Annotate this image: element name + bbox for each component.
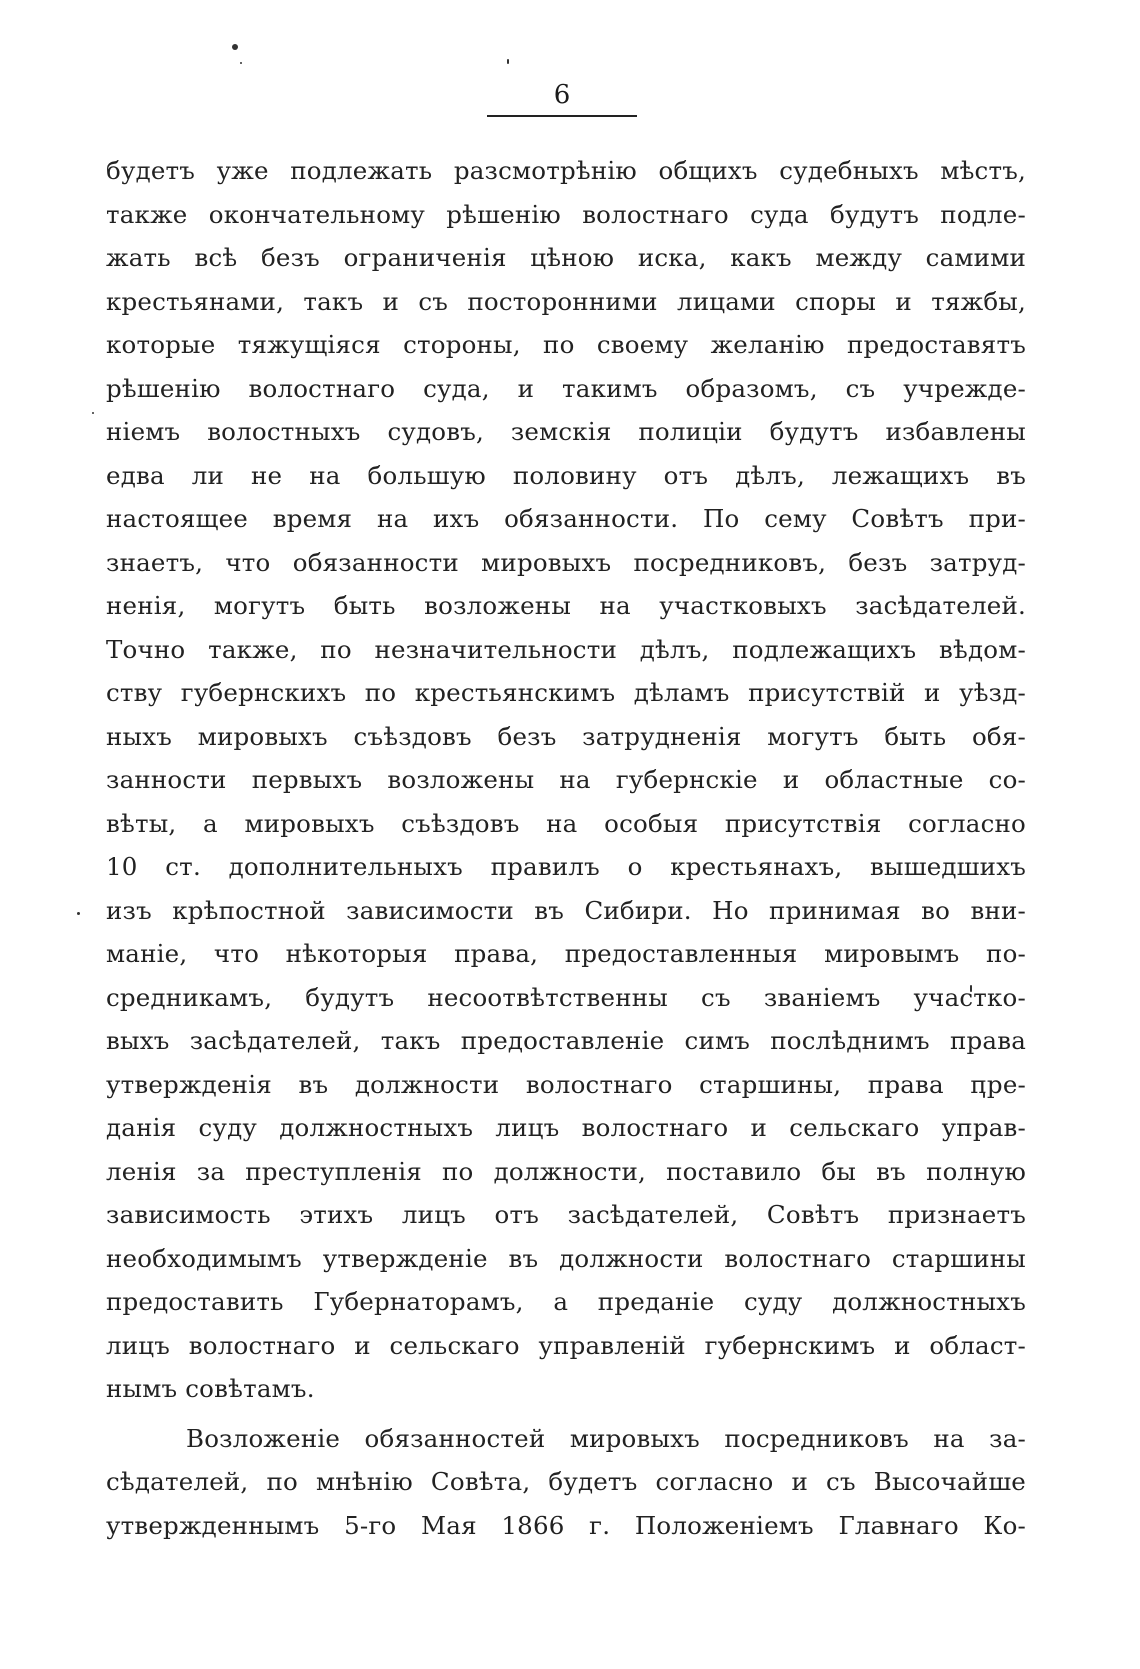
- text-line: 10 ст. дополнительныхъ правилъ о крестьянахъ, вышедшихъ: [106, 852, 1026, 881]
- text-line: Возложеніе обязанностей мировыхъ посредниковъ на за-: [186, 1423, 1026, 1453]
- text-line: крестьянами, такъ и съ посторонними лицами споры и тяжбы,: [106, 286, 1026, 316]
- header-rule: [487, 115, 637, 117]
- text-line: едва ли не на большую половину отъ дѣлъ, лежащихъ въ: [106, 460, 1026, 490]
- text-line: данія суду должностныхъ лицъ волостнаго и сельскаго управ-: [106, 1113, 1026, 1142]
- text-line: утвержденнымъ 5-го Мая 1866 г. Положеніемъ Главнаго Ко-: [106, 1510, 1026, 1540]
- text-line: сѣдателей, по мнѣнію Совѣта, будетъ согласно и съ Высочайше: [106, 1467, 1026, 1496]
- text-line: предоставить Губернаторамъ, а преданіе суду должностныхъ: [106, 1287, 1026, 1316]
- body-text: [106, 149, 1026, 1547]
- text-line: ленія за преступленія по должности, поставило бы въ полную: [106, 1156, 1026, 1186]
- text-line: нымъ совѣтамъ.: [106, 1374, 315, 1403]
- text-line: лицъ волостнаго и сельскаго управленій губернскимъ и област-: [106, 1330, 1026, 1360]
- text-line: жать всѣ безъ ограниченія цѣною иска, какъ между самими: [106, 243, 1026, 272]
- ink-speck: [507, 59, 509, 64]
- text-line: ненія, могутъ быть возложены на участковыхъ засѣдателей.: [106, 591, 1026, 620]
- ink-speck: [240, 62, 242, 64]
- text-line: настоящее время на ихъ обязанности. По сему Совѣтъ при-: [106, 504, 1026, 533]
- text-line: ству губернскихъ по крестьянскимъ дѣламъ присутствій и уѣзд-: [106, 678, 1026, 707]
- text-line: также окончательному рѣшенію волостнаго суда будутъ подле-: [106, 199, 1026, 229]
- paragraph-2: [106, 1417, 1026, 1548]
- text-line: зависимость этихъ лицъ отъ засѣдателей, Совѣтъ признаетъ: [106, 1200, 1026, 1229]
- ink-speck: [77, 912, 80, 915]
- ink-speck: [232, 44, 238, 50]
- text-line: утвержденія въ должности волостнаго старшины, права пре-: [106, 1069, 1026, 1099]
- text-line: знаетъ, что обязанности мировыхъ посредниковъ, безъ затруд-: [106, 547, 1026, 577]
- text-line: изъ крѣпостной зависимости въ Сибири. Но принимая во вни-: [106, 895, 1026, 925]
- text-line: занности первыхъ возложены на губернскіе и областные со-: [106, 765, 1026, 794]
- text-line: ніемъ волостныхъ судовъ, земскія полиціи будутъ избавлены: [106, 417, 1026, 446]
- text-line: рѣшенію волостнаго суда, и такимъ образомъ, съ учрежде-: [106, 373, 1026, 403]
- text-line: которые тяжущіяся стороны, по своему желанію предоставятъ: [106, 330, 1026, 359]
- text-line: Точно также, по незначительности дѣлъ, подлежащихъ вѣдом-: [106, 634, 1026, 664]
- text-line: выхъ засѣдателей, такъ предоставленіе симъ послѣднимъ права: [106, 1026, 1026, 1055]
- text-line: ныхъ мировыхъ съѣздовъ безъ затрудненія могутъ быть обя-: [106, 721, 1026, 751]
- ink-speck: [92, 412, 94, 414]
- page-number: 6: [553, 80, 571, 110]
- text-line: будетъ уже подлежать разсмотрѣнію общихъ судебныхъ мѣстъ,: [106, 156, 1026, 185]
- text-line: маніе, что нѣкоторыя права, предоставленныя мировымъ по-: [106, 939, 1026, 968]
- text-line: средникамъ, будутъ несоотвѣтственны съ званіемъ участко-: [106, 982, 1026, 1012]
- text-line: необходимымъ утвержденіе въ должности волостнаго старшины: [106, 1243, 1026, 1273]
- text-line: вѣты, а мировыхъ съѣздовъ на особыя присутствія согласно: [106, 808, 1026, 838]
- paragraph-1: [106, 149, 1026, 1411]
